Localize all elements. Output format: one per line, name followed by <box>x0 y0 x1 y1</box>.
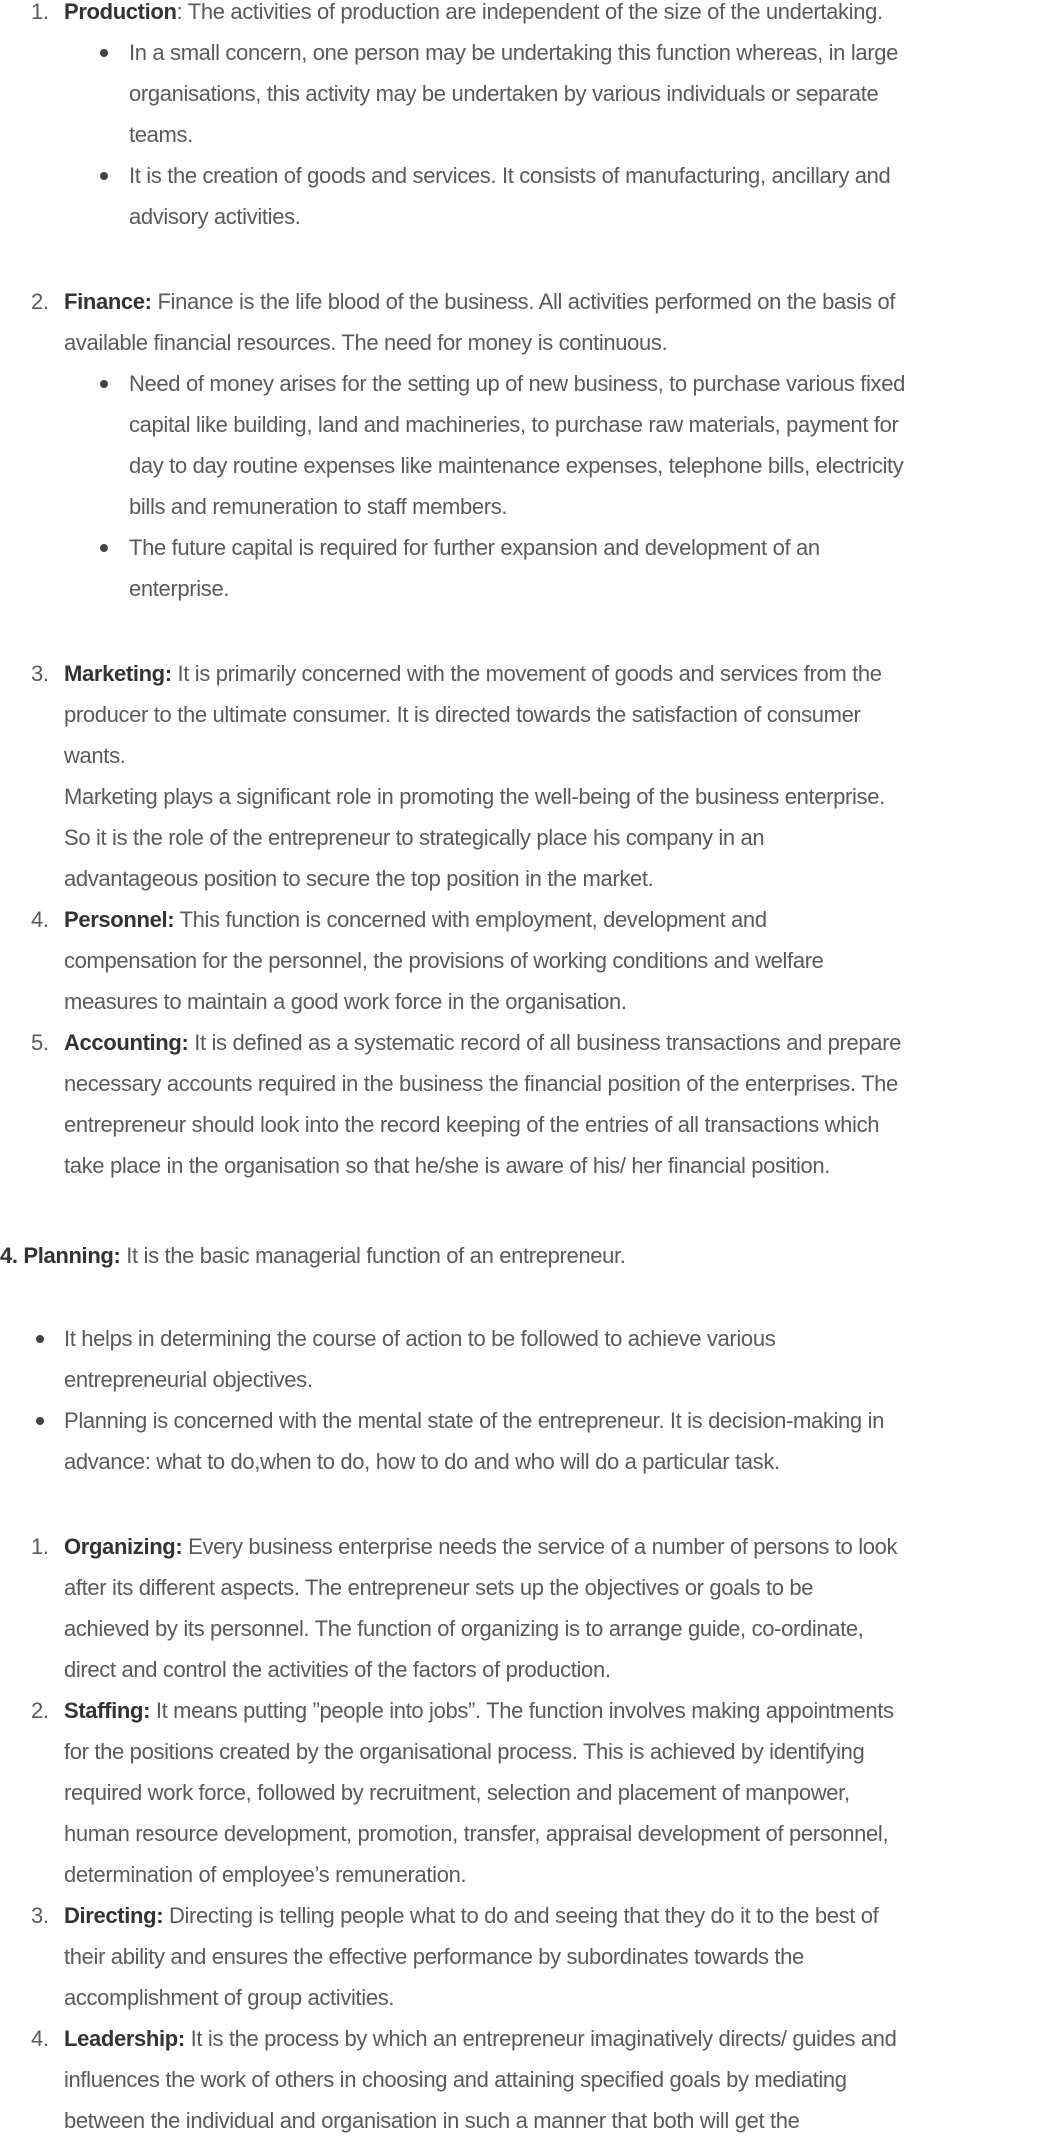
item-title: Marketing: <box>64 661 172 686</box>
list-item-personnel: 4. Personnel: This function is concerned with employment, development and compensation for the personnel, the provisions of working conditions and welfare measures to maintain a good work force in the organisation. <box>0 899 1055 1022</box>
bullet-icon <box>100 172 108 180</box>
item-title: Finance: <box>64 289 152 314</box>
list-number: 1. <box>31 0 49 24</box>
list-item-directing: 3. Directing: Directing is telling people what to do and seeing that they do it to the best of their ability and ensures the effective performance by subordinates towards the accomplishment of group activities. <box>0 1895 1055 2018</box>
list-item-marketing: 3. Marketing: It is primarily concerned with the movement of goods and services from the producer to the ultimate consumer. It is directed towards the satisfaction of consumer wants. Marketing plays a significant role in promoting the well-being of the business enterprise. So it is the role of the entrepreneur to strategically place his company in an advantageous position to secure the top position in the market. <box>0 653 1055 899</box>
list-number: 5. <box>31 1030 49 1055</box>
sub-bullet: The future capital is required for further expansion and development of an enterprise. <box>0 527 1055 609</box>
list-number: 2. <box>31 1698 49 1723</box>
item-title: Organizing: <box>64 1534 183 1559</box>
item-title: Directing: <box>64 1903 164 1928</box>
bullet-icon <box>100 49 108 57</box>
planning-bullet: It helps in determining the course of action to be followed to achieve various entrepreneurial objectives. <box>0 1318 1055 1400</box>
list-item-leadership: 4. Leadership: It is the process by which an entrepreneur imaginatively directs/ guides and influences the work of others in choosing and attaining specified goals by mediating between the individual and organisation in such a manner that both will get the <box>0 2018 1055 2141</box>
list-item-staffing: 2. Staffing: It means putting ”people into jobs”. The function involves making appointments for the positions created by the organisational process. This is achieved by identifying required work force, followed by recruitment, selection and placement of manpower, human resource development, promotion, transfer, appraisal development of personnel, determination of employee’s remuneration. <box>0 1690 1055 1895</box>
sub-bullet: In a small concern, one person may be undertaking this function whereas, in large organisations, this activity may be undertaken by various individuals or separate teams. <box>0 32 1055 155</box>
planning-heading: 4. Planning: <box>0 1243 121 1268</box>
item-title: Personnel: <box>64 907 175 932</box>
sub-bullet: Need of money arises for the setting up of new business, to purchase various fixed capital like building, land and machineries, to purchase raw materials, payment for day to day routine expenses like maintenance expenses, telephone bills, electricity bills and remuneration to staff members. <box>0 363 1055 527</box>
bullet-icon <box>36 1335 44 1343</box>
item-title: Staffing: <box>64 1698 151 1723</box>
item-title: Production <box>64 0 177 24</box>
list-number: 4. <box>31 2026 49 2051</box>
list-item-organizing: 1. Organizing: Every business enterprise needs the service of a number of persons to look after its different aspects. The entrepreneur sets up the objectives or goals to be achieved by its personnel. The function of organizing is to arrange guide, co-ordinate, direct and control the activities of the factors of production. <box>0 1526 1055 1690</box>
planning-text: It is the basic managerial function of an entrepreneur. <box>126 1243 626 1268</box>
list-number: 4. <box>31 907 49 932</box>
sub-bullet: It is the creation of goods and services. It consists of manufacturing, ancillary and advisory activities. <box>0 155 1055 237</box>
list-number: 1. <box>31 1534 49 1559</box>
bullet-icon <box>100 544 108 552</box>
planning-bullet: Planning is concerned with the mental state of the entrepreneur. It is decision-making in advance: what to do,when to do, how to do and who will do a particular task. <box>0 1400 1055 1482</box>
list-item-production: 1. Production: The activities of production are independent of the size of the undertaking. In a small concern, one person may be undertaking this function whereas, in large organisations, this activity may be undertaken by various individuals or separate teams. It is the creation of goods and services. It consists of manufacturing, ancillary and advisory activities. <box>0 0 1055 237</box>
planning-section <box>0 1235 1055 1482</box>
bullet-icon <box>36 1417 44 1425</box>
list-item-accounting: 5. Accounting: It is defined as a systematic record of all business transactions and prepare necessary accounts required in the business the financial position of the enterprises. The entrepreneur should look into the record keeping of the entries of all transactions which take place in the organisation so that he/she is aware of his/ her financial position. <box>0 1022 1055 1186</box>
item-title: Accounting: <box>64 1030 189 1055</box>
list-item-finance: 2. Finance: Finance is the life blood of the business. All activities performed on the basis of available financial resources. The need for money is continuous. Need of money arises for the setting up of new business, to purchase various fixed capital like building, land and machineries, to purchase raw materials, payment for day to day routine expenses like maintenance expenses, telephone bills, electricity bills and remuneration to staff members. The future capital is required for further expansion and development of an enterprise. <box>0 281 1055 609</box>
item-text: The activities of production are independent of the size of the undertaking. <box>187 0 883 24</box>
functions-list-b <box>0 1526 1055 2141</box>
bullet-icon <box>100 380 108 388</box>
item-title: Leadership: <box>64 2026 185 2051</box>
list-number: 2. <box>31 289 49 314</box>
list-number: 3. <box>31 661 49 686</box>
list-number: 3. <box>31 1903 49 1928</box>
